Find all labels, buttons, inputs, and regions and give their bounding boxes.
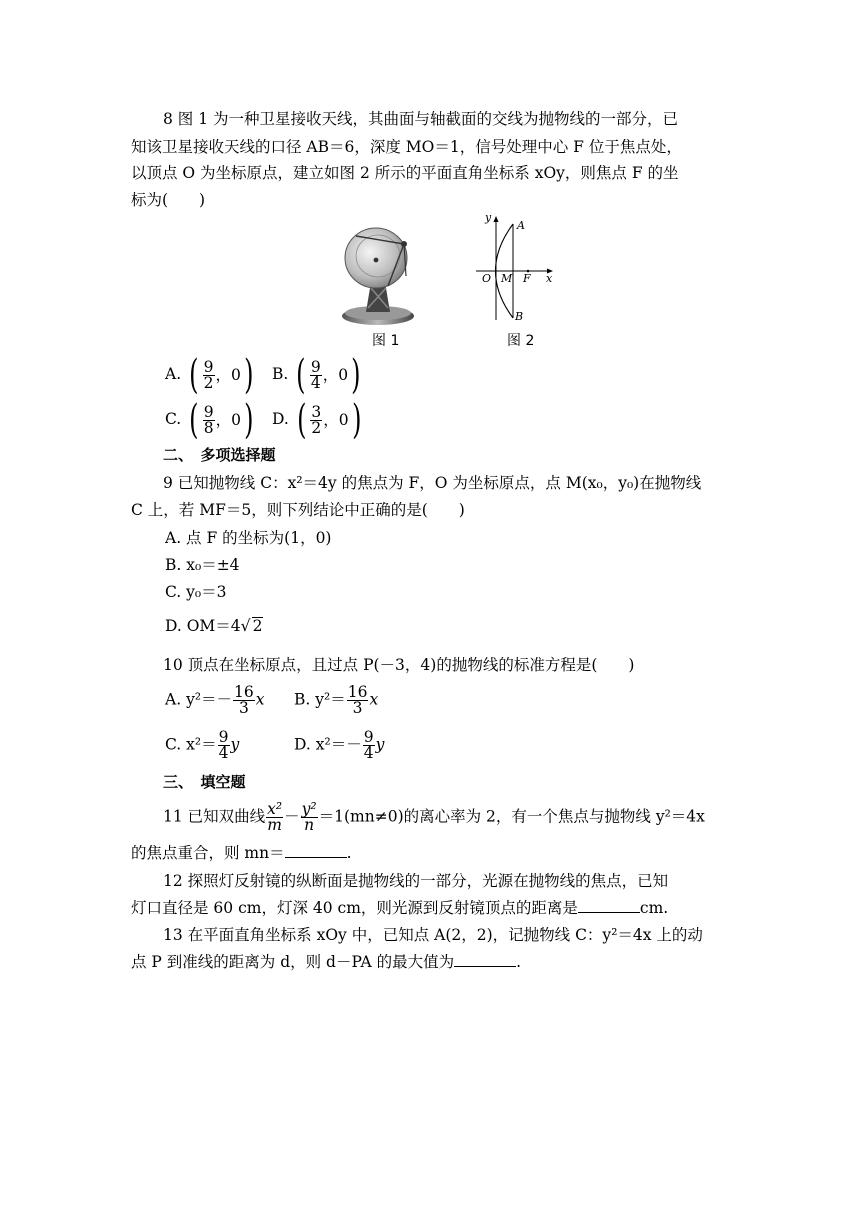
q12-answer-blank[interactable] [578, 898, 640, 913]
q13-answer-blank[interactable] [454, 952, 516, 967]
q10-option-a[interactable]: A. y²＝－ $\frac{16}{3}$ x [165, 683, 265, 717]
q8-option-a[interactable]: A. ( $\frac{9}{2}$ ，0 ) [165, 352, 254, 398]
q9-option-a[interactable]: A. 点 F 的坐标为(1，0) [165, 529, 332, 547]
figure-1-caption: 图 1 [372, 333, 400, 349]
q8-option-d[interactable]: D. ( $\frac{3}{2}$ ，0 ) [272, 397, 362, 443]
q10-option-d[interactable]: D. x²＝－ $\frac{9}{4}$ y [294, 728, 385, 762]
figure-2-caption: 图 2 [507, 333, 535, 349]
q11-answer-blank[interactable] [285, 843, 347, 858]
q8-line-2: 知该卫星接收天线的口径 AB＝6，深度 MO＝1，信号处理中心 F 位于焦点处， [131, 138, 682, 156]
parabola-diagram [476, 212, 556, 324]
diagram-label-m: M [501, 272, 513, 285]
q9-option-d[interactable]: D. OM＝4√ 2 [165, 617, 263, 635]
diagram-label-o: O [482, 272, 492, 285]
q12-line-1: 12 探照灯反射镜的纵断面是抛物线的一部分，光源在抛物线的焦点，已知 [163, 872, 669, 890]
q8-option-b[interactable]: B. ( $\frac{9}{4}$ ，0 ) [272, 352, 361, 398]
q10-line-1: 10 顶点在坐标原点，且过点 P(－3，4)的抛物线的标准方程是( ) [163, 656, 635, 674]
q9-line-1: 9 已知抛物线 C：x²＝4y 的焦点为 F，O 为坐标原点，点 M(x₀，y₀)在抛物线 [163, 474, 702, 492]
q11-line-2: 的焦点重合，则 mn＝ . [131, 844, 352, 862]
section-heading-multiple-choice: 二、 多项选择题 [163, 446, 276, 464]
q8-line-1: 8 图 1 为一种卫星接收天线，其曲面与轴截面的交线为抛物线的一部分，已 [163, 110, 679, 128]
diagram-label-x: x [546, 272, 553, 285]
q13-line-1: 13 在平面直角坐标系 xOy 中，已知点 A(2，2)，记抛物线 C：y²＝4x 上的动 [163, 926, 703, 944]
q11-line-1: 11 已知双曲线 $\frac{\text{x²}}{m}$ － $\frac{\text{y²}}{n}$ ＝1(mn≠0)的离心率为 2，有一个焦点与抛物线 y²＝4x [163, 800, 705, 834]
q8-option-c[interactable]: C. ( $\frac{9}{8}$ ，0 ) [165, 397, 254, 443]
q12-line-2: 灯口直径是 60 cm，灯深 40 cm，则光源到反射镜顶点的距离是 cm. [131, 899, 669, 917]
q10-option-b[interactable]: B. y²＝ $\frac{16}{3}$ x [294, 683, 379, 717]
diagram-label-a: A [517, 219, 525, 232]
diagram-label-f: F [523, 272, 531, 285]
diagram-label-y: y [485, 212, 492, 224]
sqrt-sign-icon: √ [240, 617, 251, 635]
q9-option-c[interactable]: C. y₀＝3 [165, 583, 227, 601]
diagram-label-b: B [515, 310, 524, 323]
q8-line-3: 以顶点 O 为坐标原点，建立如图 2 所示的平面直角坐标系 xOy，则焦点 F 的坐 [131, 164, 679, 182]
q13-line-2: 点 P 到准线的距离为 d，则 d－PA 的最大值为 . [131, 953, 522, 971]
q9-option-b[interactable]: B. x₀＝±4 [165, 556, 240, 574]
q10-option-c[interactable]: C. x²＝ $\frac{9}{4}$ y [165, 728, 240, 762]
q8-line-4: 标为( ) [131, 191, 206, 209]
satellite-dish-image [338, 216, 420, 326]
section-heading-fill-in: 三、 填空题 [163, 773, 246, 791]
q9-line-2: C 上，若 MF＝5，则下列结论中正确的是( ) [131, 501, 465, 519]
